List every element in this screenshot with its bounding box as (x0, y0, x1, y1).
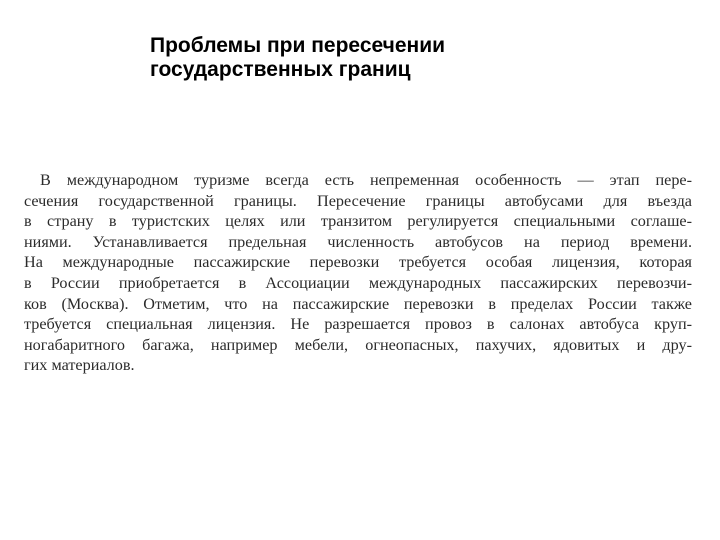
body-paragraph (24, 170, 692, 376)
page-title (150, 34, 670, 82)
title-line-1: Проблемы при пересечении (150, 34, 446, 57)
paragraph-line: В международном туризме всегда есть непременная особенность — этап пере- (40, 171, 692, 189)
paragraph-line: в страну в туристских целях или транзитом регулируется специальными соглаше- (24, 212, 692, 231)
paragraph-line: ниями. Устанавливается предельная численность автобусов на период времени. (24, 232, 692, 251)
paragraph-line: сечения государственной границы. Пересечение границы автобусами для въезда (24, 191, 692, 210)
paragraph-line: На международные пассажирские перевозки требуется особая лицензия, которая (24, 253, 692, 272)
paragraph-line: в России приобретается в Ассоциации международных пассажирских перевозчи- (24, 273, 692, 292)
paragraph-line: требуется специальная лицензия. Не разрешается провоз в салонах автобуса круп- (24, 315, 692, 334)
paragraph-line: гих материалов. (24, 356, 135, 375)
paragraph-line: ногабаритного багажа, например мебели, огнеопасных, пахучих, ядовитых и дру- (24, 335, 692, 354)
paragraph-line: ков (Москва). Отметим, что на пассажирские перевозки в пределах России также (24, 294, 692, 313)
title-line-2: государственных границ (150, 58, 411, 81)
